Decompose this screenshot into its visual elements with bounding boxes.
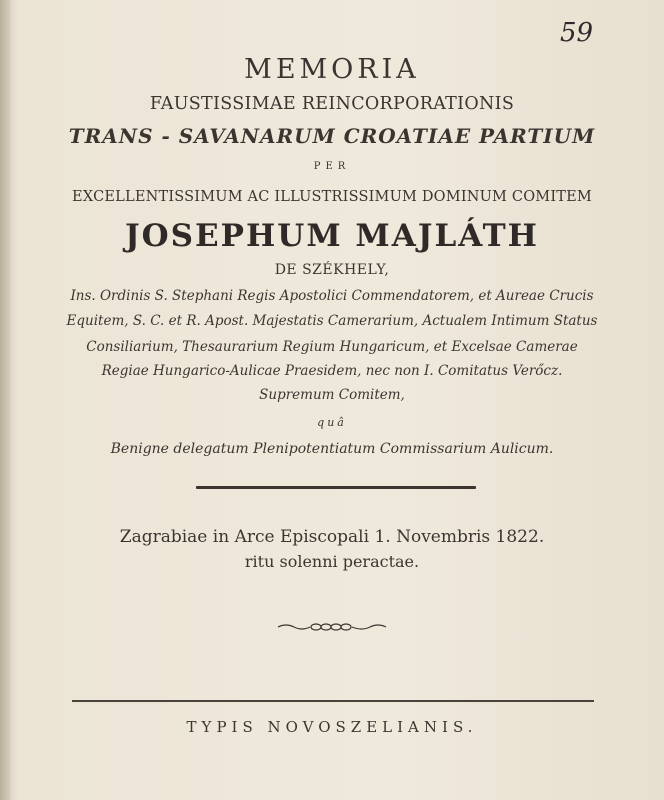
thick-divider-rule <box>196 486 476 489</box>
imprint-line: TYPIS NOVOSZELIANIS. <box>186 718 478 736</box>
bottom-divider-rule <box>72 700 594 702</box>
ritu-line: ritu solenni peractae. <box>244 552 420 571</box>
de-szekhely-line: DE SZÉKHELY, <box>274 262 390 278</box>
subtitle-reincorporationis: FAUSTISSIMAE REINCORPORATIONIS <box>149 94 515 114</box>
benigne-line: Benigne delegatum Plenipotentiatum Commissarium Aulicum. <box>110 441 554 457</box>
honorific-line: EXCELLENTISSIMUM AC ILLUSTRISSIMUM DOMINUM COMITEM <box>72 189 592 205</box>
titles-line-4: Regiae Hungarico-Aulicae Praesidem, nec non I. Comitatus Verőcz. <box>101 363 563 379</box>
titles-line-3: Consiliarium, Thesaurarium Regium Hungaricum, et Excelsae Camerae <box>86 339 578 355</box>
ornament-flourish-icon <box>276 620 388 634</box>
title-memoria: MEMORIA <box>244 54 420 85</box>
titles-line-1: Ins. Ordinis S. Stephani Regis Apostolici Commendatorem, et Aureae Crucis <box>70 288 594 304</box>
subtitle-trans-savanarum: TRANS - SAVANARUM CROATIAE PARTIUM <box>68 124 596 148</box>
titles-line-2: Equitem, S. C. et R. Apost. Majestatis Camerarium, Actualem Intimum Status <box>66 313 598 329</box>
handwritten-page-number: 59 <box>560 18 594 48</box>
titles-line-5: Supremum Comitem, <box>259 387 405 403</box>
name-heading: JOSEPHUM MAJLÁTH <box>125 218 539 254</box>
qua-label: quâ <box>317 416 347 429</box>
per-label: PER <box>313 161 351 172</box>
place-date-line: Zagrabiae in Arce Episcopali 1. Novembris 1822. <box>119 527 545 547</box>
